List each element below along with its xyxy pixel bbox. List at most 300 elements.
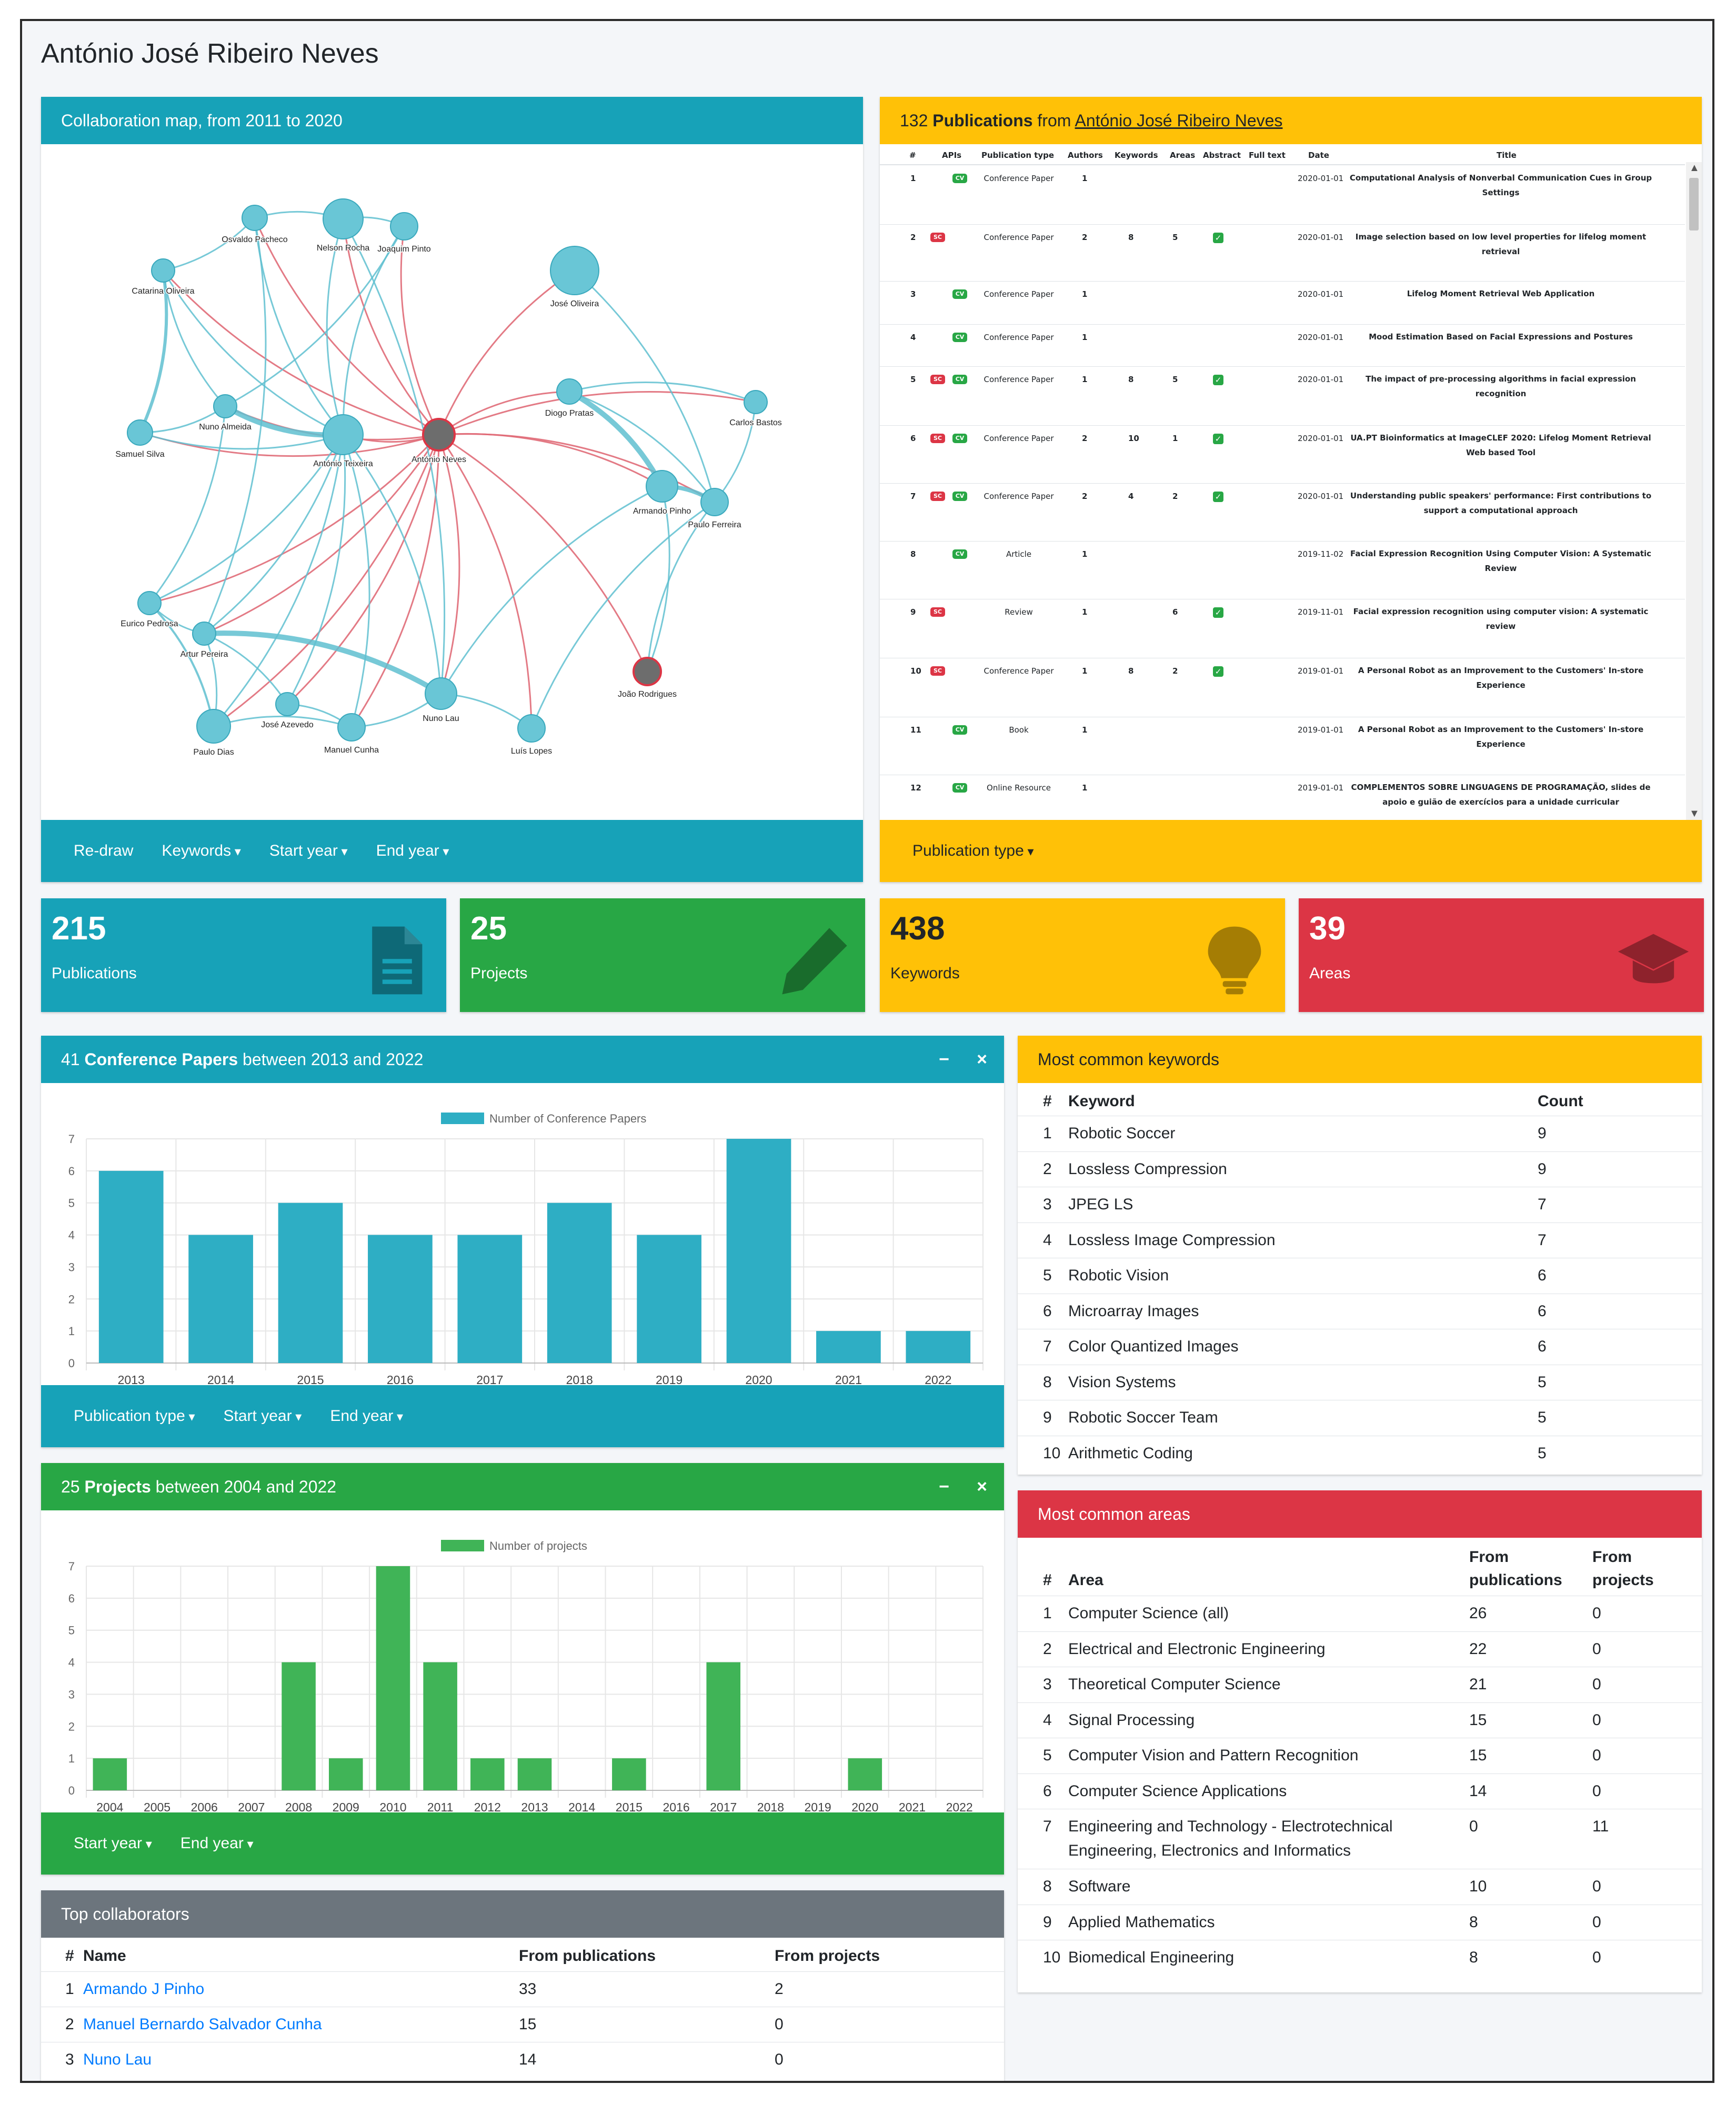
stat-areas-value: 39 <box>1309 910 1346 947</box>
bar[interactable] <box>282 1662 316 1790</box>
scopus-badge[interactable]: SC <box>930 492 945 501</box>
col-apis[interactable]: APIs <box>942 151 962 160</box>
x-tick-label: 2015 <box>615 1800 643 1812</box>
x-tick-label: 2016 <box>386 1373 414 1385</box>
x-tick-label: 2020 <box>851 1800 879 1812</box>
publication-row[interactable] <box>880 165 1685 225</box>
collaborator-link[interactable]: Manuel Bernardo Salvador Cunha <box>83 2016 322 2033</box>
pub-number: 3 <box>910 289 916 299</box>
projects-header-bold: Projects <box>84 1477 151 1496</box>
x-tick-label: 2008 <box>285 1800 313 1812</box>
collaborator-node-label: João Rodrigues <box>617 690 677 699</box>
cienciavitae-badge[interactable]: CV <box>952 783 967 793</box>
redraw-button[interactable]: Re-draw <box>74 842 134 859</box>
pub-title[interactable] <box>1343 329 1659 344</box>
keyword-count: 9 <box>1538 1160 1547 1178</box>
collaborator-node-label: Paulo Ferreira <box>688 520 741 529</box>
publication-row[interactable] <box>880 717 1685 775</box>
y-tick-label: 6 <box>68 1164 75 1178</box>
area-row[interactable] <box>1018 1631 1702 1668</box>
collaborator-link[interactable]: Armando J Pinho <box>83 1980 205 1998</box>
col-from-projects-1: From <box>1592 1548 1632 1566</box>
collaborator-node-label: António Neves <box>411 455 467 464</box>
publications-header-bold: Publications <box>932 111 1033 130</box>
bar[interactable] <box>93 1758 127 1790</box>
pub-number: 10 <box>910 666 921 676</box>
pub-number: 1 <box>910 174 916 183</box>
x-tick-label: 2022 <box>946 1800 973 1812</box>
publication-row[interactable] <box>880 366 1685 426</box>
pub-title[interactable] <box>1343 722 1659 752</box>
conference-papers-header-rest: between 2013 and 2022 <box>243 1050 424 1069</box>
collaborator-node[interactable] <box>744 390 767 414</box>
x-tick-label: 2007 <box>238 1800 265 1812</box>
scopus-badge[interactable]: SC <box>930 666 945 676</box>
legend-swatch <box>441 1540 484 1551</box>
area-rank: 1 <box>1043 1605 1052 1622</box>
pub-authors: 2 <box>1082 434 1088 443</box>
areas-table <box>1018 1538 1702 1992</box>
area-from-projects: 0 <box>1592 1676 1601 1693</box>
keyword-name: Color Quantized Images <box>1068 1338 1239 1355</box>
keywords-header: Most common keywords <box>1018 1036 1702 1083</box>
x-tick-label: 2012 <box>474 1800 501 1812</box>
col-abstract[interactable]: Abstract <box>1203 151 1241 160</box>
minimize-button[interactable]: − <box>939 1049 949 1069</box>
x-tick-label: 2014 <box>568 1800 596 1812</box>
area-row[interactable] <box>1018 1596 1702 1632</box>
cienciavitae-badge[interactable]: CV <box>952 492 967 501</box>
stat-areas-label: Areas <box>1309 965 1351 982</box>
conference-papers-footer <box>41 1385 1004 1447</box>
collaborator-node-label: Luís Lopes <box>510 747 553 756</box>
stat-projects[interactable] <box>460 898 865 1012</box>
keyword-rank: 9 <box>1043 1409 1052 1426</box>
collaborator-node-label: José Oliveira <box>550 299 599 308</box>
pub-title-line: Mood Estimation Based on Facial Expressions and Postures <box>1369 332 1633 342</box>
col-keyword: Keyword <box>1068 1093 1135 1110</box>
publications-table-header <box>880 145 1685 165</box>
collaborator-row[interactable] <box>41 2007 1004 2042</box>
pub-title-line: Settings <box>1482 188 1520 197</box>
y-tick-label: 7 <box>68 1133 75 1146</box>
publication-row[interactable] <box>880 599 1685 658</box>
collaboration-edge <box>441 486 662 694</box>
cienciavitae-badge[interactable]: CV <box>952 434 967 443</box>
area-rank: 5 <box>1043 1747 1052 1764</box>
y-tick-label: 5 <box>68 1196 75 1210</box>
pub-title-line: Image selection based on low level properties for lifelog moment <box>1355 232 1647 242</box>
pub-authors: 1 <box>1082 725 1088 735</box>
keyword-row[interactable] <box>1018 1365 1702 1400</box>
publication-row[interactable] <box>880 281 1685 325</box>
area-from-projects: 11 <box>1592 1818 1609 1835</box>
projects-header-rest: between 2004 and 2022 <box>155 1477 337 1496</box>
pub-authors: 1 <box>1082 607 1088 617</box>
cienciavitae-badge[interactable]: CV <box>952 725 967 735</box>
collaborators-table-header <box>41 1938 1004 1971</box>
col-full-text[interactable]: Full text <box>1249 151 1286 160</box>
bar[interactable] <box>727 1139 791 1363</box>
col-authors[interactable]: Authors <box>1068 151 1103 160</box>
collaboration-map-footer <box>41 820 863 882</box>
lightbulb-icon <box>1198 924 1271 997</box>
publication-row[interactable] <box>880 224 1685 282</box>
keyword-name: Microarray Images <box>1068 1302 1199 1320</box>
keyword-rank: 7 <box>1043 1338 1052 1355</box>
collaborator-node[interactable] <box>557 379 582 404</box>
bar[interactable] <box>816 1331 881 1363</box>
cienciavitae-badge[interactable]: CV <box>952 549 967 559</box>
collaborator-node-label: Nuno Lau <box>423 714 459 723</box>
pub-title-line: support a computational approach <box>1423 506 1578 515</box>
bar[interactable] <box>278 1203 343 1363</box>
publications-scrollbar[interactable] <box>1686 162 1702 820</box>
scopus-badge[interactable]: SC <box>930 233 945 242</box>
bar[interactable] <box>518 1758 552 1790</box>
pub-number: 11 <box>910 725 921 735</box>
bar[interactable] <box>906 1331 970 1363</box>
pub-number: 5 <box>910 375 916 384</box>
pub-title-line: Web based Tool <box>1466 448 1536 457</box>
pub-authors: 1 <box>1082 174 1088 183</box>
close-button[interactable]: × <box>977 1049 987 1069</box>
pub-type: Conference Paper <box>984 492 1054 501</box>
collaborator-node[interactable] <box>214 395 237 418</box>
x-tick-label: 2017 <box>476 1373 504 1385</box>
collaborator-node[interactable] <box>197 709 230 743</box>
stat-projects-value: 25 <box>470 910 507 947</box>
x-tick-label: 2019 <box>656 1373 683 1385</box>
collaborator-rank: 2 <box>65 2016 74 2033</box>
bar[interactable] <box>706 1662 740 1790</box>
pub-keywords: 8 <box>1128 233 1134 242</box>
area-from-publications: 0 <box>1469 1818 1478 1835</box>
projects-header <box>41 1463 1004 1510</box>
bar[interactable] <box>848 1758 882 1790</box>
pub-title[interactable] <box>1343 780 1659 809</box>
scrollbar-thumb[interactable] <box>1689 178 1699 231</box>
collaborator-rank: 3 <box>65 2051 74 2068</box>
top-collaborators-card <box>41 1890 1004 2083</box>
conference-papers-chart <box>41 1083 1004 1385</box>
col-keywords[interactable]: Keywords <box>1115 151 1158 160</box>
area-name: Software <box>1068 1878 1131 1895</box>
x-tick-label: 2004 <box>96 1800 124 1812</box>
keyword-rank: 3 <box>1043 1196 1052 1213</box>
collaborator-node-label: Catarina Oliveira <box>132 287 195 296</box>
pub-title[interactable] <box>1343 286 1659 301</box>
stat-publications-label: Publications <box>52 965 137 982</box>
y-tick-label: 0 <box>68 1357 75 1370</box>
bar[interactable] <box>329 1758 363 1790</box>
close-button[interactable]: × <box>977 1477 987 1497</box>
x-tick-label: 2011 <box>427 1800 454 1812</box>
pub-type: Conference Paper <box>984 375 1054 384</box>
keyword-row[interactable] <box>1018 1116 1702 1151</box>
keyword-rank: 10 <box>1043 1444 1061 1462</box>
keyword-count: 6 <box>1538 1302 1547 1320</box>
collaborator-node[interactable] <box>390 213 418 240</box>
x-tick-label: 2016 <box>663 1800 690 1812</box>
scopus-badge[interactable]: SC <box>930 607 945 617</box>
publication-row[interactable] <box>880 483 1685 542</box>
col-number[interactable]: # <box>909 151 916 160</box>
collaborator-node-label: Carlos Bastos <box>729 418 782 427</box>
pub-date: 2020-01-01 <box>1298 333 1344 342</box>
areas-card <box>1018 1490 1702 1992</box>
collaborator-node[interactable] <box>323 415 363 455</box>
area-from-projects: 0 <box>1592 1640 1601 1658</box>
keyword-row[interactable] <box>1018 1400 1702 1436</box>
collaborator-node[interactable] <box>152 259 175 282</box>
col-publication-type[interactable]: Publication type <box>981 151 1055 160</box>
pub-type: Conference Paper <box>984 434 1054 443</box>
collaborator-row[interactable] <box>41 1971 1004 2007</box>
pub-title-line: Understanding public speakers' performance: First contributions to <box>1350 491 1652 500</box>
bar[interactable] <box>188 1235 253 1363</box>
bar[interactable] <box>470 1758 505 1790</box>
collaboration-edge <box>439 435 647 672</box>
avatar[interactable] <box>634 658 661 685</box>
pub-areas: 2 <box>1172 492 1178 501</box>
author-link[interactable]: António José Ribeiro Neves <box>1075 111 1283 130</box>
collaborator-node[interactable] <box>518 715 545 742</box>
scopus-badge[interactable]: SC <box>930 375 945 384</box>
col-date[interactable]: Date <box>1308 151 1329 160</box>
pub-type: Conference Paper <box>984 289 1054 299</box>
collaborator-node[interactable] <box>138 592 161 615</box>
end-year-dropdown[interactable]: End year ▾ <box>376 842 449 860</box>
legend-label: Number of Conference Papers <box>489 1112 647 1125</box>
collaborator-node[interactable] <box>242 205 267 231</box>
bar[interactable] <box>376 1566 410 1790</box>
pub-title[interactable] <box>1343 171 1659 200</box>
pub-date: 2019-01-01 <box>1298 783 1344 793</box>
minimize-button[interactable]: − <box>939 1477 949 1497</box>
col-area: Area <box>1068 1571 1103 1589</box>
area-row[interactable] <box>1018 1738 1702 1774</box>
stat-publications[interactable] <box>41 898 446 1012</box>
area-rank: 7 <box>1043 1818 1052 1835</box>
pub-keywords: 8 <box>1128 666 1134 676</box>
bar[interactable] <box>457 1235 522 1363</box>
bar[interactable] <box>637 1235 701 1363</box>
collaborator-node-label: António Teixeira <box>313 459 373 468</box>
collaboration-edge <box>214 435 343 726</box>
pub-title[interactable] <box>1343 663 1659 693</box>
pub-areas: 5 <box>1172 233 1178 242</box>
bar[interactable] <box>423 1662 457 1790</box>
cienciavitae-badge[interactable]: CV <box>952 289 967 299</box>
pub-number: 4 <box>910 333 916 342</box>
keyword-count: 6 <box>1538 1338 1547 1355</box>
area-from-publications: 26 <box>1469 1605 1487 1622</box>
pub-authors: 1 <box>1082 333 1088 342</box>
bar[interactable] <box>99 1171 164 1363</box>
pub-keywords: 8 <box>1128 375 1134 384</box>
pub-number: 2 <box>910 233 916 242</box>
y-tick-label: 6 <box>68 1591 75 1605</box>
x-tick-label: 2022 <box>925 1373 952 1385</box>
bar[interactable] <box>547 1203 612 1363</box>
pub-number: 9 <box>910 607 916 617</box>
pub-title[interactable] <box>1343 372 1659 401</box>
pub-date: 2020-01-01 <box>1298 434 1344 443</box>
pub-title[interactable] <box>1343 430 1659 460</box>
collaborator-node[interactable] <box>646 470 678 502</box>
cienciavitae-badge[interactable]: CV <box>952 333 967 342</box>
start-year-dropdown[interactable]: Start year ▾ <box>74 1835 152 1852</box>
collaborator-node-label: Paulo Dias <box>193 748 234 757</box>
keyword-name: Arithmetic Coding <box>1068 1444 1193 1462</box>
pub-number: 6 <box>910 434 916 443</box>
collaborator-node[interactable] <box>193 622 216 645</box>
collaborator-row[interactable] <box>41 2042 1004 2078</box>
pub-type: Book <box>1009 725 1029 735</box>
collaborator-node[interactable] <box>127 420 153 445</box>
x-tick-label: 2005 <box>143 1800 171 1812</box>
bar[interactable] <box>368 1235 433 1363</box>
area-rank: 2 <box>1043 1640 1052 1658</box>
keyword-row[interactable] <box>1018 1294 1702 1329</box>
col-from-projects-2: projects <box>1592 1571 1654 1589</box>
pub-title[interactable] <box>1343 229 1659 259</box>
end-year-dropdown[interactable]: End year ▾ <box>180 1835 254 1852</box>
col-areas[interactable]: Areas <box>1170 151 1196 160</box>
collaborator-node[interactable] <box>425 678 457 709</box>
area-row[interactable] <box>1018 1774 1702 1810</box>
pub-date: 2020-01-01 <box>1298 289 1344 299</box>
pub-number: 8 <box>910 549 916 559</box>
area-row[interactable] <box>1018 1905 1702 1941</box>
conference-papers-card <box>41 1036 1004 1447</box>
y-tick-label: 2 <box>68 1720 75 1734</box>
scroll-down-arrow[interactable]: ▼ <box>1689 808 1700 819</box>
pub-title-line: Facial expression recognition using computer vision: A systematic <box>1353 607 1649 616</box>
collaborator-node[interactable] <box>701 488 728 516</box>
pub-title[interactable] <box>1343 546 1659 576</box>
pencil-icon <box>778 924 851 997</box>
keyword-row[interactable] <box>1018 1329 1702 1365</box>
area-from-publications: 15 <box>1469 1747 1487 1764</box>
scroll-up-arrow[interactable]: ▲ <box>1689 162 1700 174</box>
keyword-row[interactable] <box>1018 1436 1702 1471</box>
publications-header <box>880 97 1702 144</box>
collaborator-link[interactable]: Nuno Lau <box>83 2051 152 2068</box>
collaborators-table <box>41 1938 1004 2083</box>
col-number: # <box>65 1947 74 1965</box>
keywords-dropdown[interactable]: Keywords ▾ <box>162 842 240 860</box>
keyword-rank: 5 <box>1043 1267 1052 1284</box>
pub-authors: 1 <box>1082 666 1088 676</box>
area-from-publications: 10 <box>1469 1878 1487 1895</box>
end-year-dropdown[interactable]: End year ▾ <box>330 1407 403 1425</box>
x-tick-label: 2020 <box>745 1373 772 1385</box>
area-from-projects: 0 <box>1592 1782 1601 1800</box>
col-title[interactable]: Title <box>1497 151 1517 160</box>
publication-row[interactable] <box>880 324 1685 367</box>
start-year-dropdown[interactable]: Start year ▾ <box>224 1407 302 1425</box>
pub-title[interactable] <box>1343 604 1659 634</box>
col-from-publications-1: From <box>1469 1548 1509 1566</box>
pub-authors: 1 <box>1082 289 1088 299</box>
keyword-count: 9 <box>1538 1125 1547 1142</box>
keyword-rank: 1 <box>1043 1125 1052 1142</box>
keyword-row[interactable] <box>1018 1258 1702 1294</box>
area-row[interactable] <box>1018 1940 1702 1976</box>
area-name: Signal Processing <box>1068 1711 1195 1729</box>
avatar[interactable] <box>423 419 455 450</box>
collaboration-edge <box>401 226 439 435</box>
collaborator-from-publications: 33 <box>519 1980 537 1998</box>
area-row[interactable] <box>1018 1702 1702 1739</box>
pub-areas: 2 <box>1172 666 1178 676</box>
keyword-row[interactable] <box>1018 1223 1702 1258</box>
y-tick-label: 4 <box>68 1656 75 1669</box>
collaborator-node[interactable] <box>323 199 363 239</box>
collaborator-node[interactable] <box>276 693 299 716</box>
graduation-cap-icon <box>1617 924 1690 997</box>
stat-keywords[interactable] <box>880 898 1285 1012</box>
keyword-count: 5 <box>1538 1373 1547 1391</box>
collaborator-node-label: Manuel Cunha <box>324 746 379 755</box>
area-name: Electrical and Electronic Engineering <box>1068 1640 1326 1658</box>
collaborator-node[interactable] <box>550 246 599 295</box>
col-from-publications-2: publications <box>1469 1571 1562 1589</box>
area-row[interactable] <box>1018 1809 1702 1869</box>
area-row[interactable] <box>1018 1667 1702 1703</box>
area-from-publications: 8 <box>1469 1949 1478 1966</box>
publication-row[interactable] <box>880 541 1685 599</box>
area-from-publications: 8 <box>1469 1913 1478 1931</box>
pub-title-line: retrieval <box>1481 247 1520 256</box>
publication-type-dropdown[interactable]: Publication type ▾ <box>912 842 1034 860</box>
collaboration-map-header: Collaboration map, from 2011 to 2020 <box>41 97 863 144</box>
pub-number: 7 <box>910 492 916 501</box>
stat-publications-value: 215 <box>52 910 106 947</box>
pub-authors: 1 <box>1082 375 1088 384</box>
area-row[interactable] <box>1018 1869 1702 1905</box>
pub-authors: 1 <box>1082 783 1088 793</box>
publications-count: 132 <box>900 111 928 130</box>
pub-title-line: Experience <box>1476 739 1526 749</box>
collaborator-node-label: Diogo Pratas <box>545 409 594 418</box>
pub-type: Conference Paper <box>984 666 1054 676</box>
cienciavitae-badge[interactable]: CV <box>952 174 967 183</box>
start-year-dropdown[interactable]: Start year ▾ <box>269 842 348 860</box>
stat-areas[interactable] <box>1299 898 1704 1012</box>
keyword-name: Vision Systems <box>1068 1373 1176 1391</box>
x-tick-label: 2018 <box>757 1800 785 1812</box>
publications-header-from: from <box>1037 111 1071 130</box>
bar[interactable] <box>612 1758 646 1790</box>
collaboration-network-graph[interactable] <box>41 144 863 820</box>
col-from-projects: From projects <box>775 1947 880 1965</box>
collaborator-node[interactable] <box>338 714 365 741</box>
cienciavitae-badge[interactable]: CV <box>952 375 967 384</box>
pub-title[interactable] <box>1343 488 1659 518</box>
keyword-row[interactable] <box>1018 1151 1702 1187</box>
scopus-badge[interactable]: SC <box>930 434 945 443</box>
abstract-check-icon: ✓ <box>1213 233 1223 243</box>
x-tick-label: 2013 <box>117 1373 145 1385</box>
publication-row[interactable] <box>880 658 1685 717</box>
keyword-row[interactable] <box>1018 1187 1702 1223</box>
collaboration-edge <box>439 392 756 435</box>
publication-row[interactable] <box>880 425 1685 484</box>
publication-type-dropdown[interactable]: Publication type ▾ <box>74 1407 195 1425</box>
